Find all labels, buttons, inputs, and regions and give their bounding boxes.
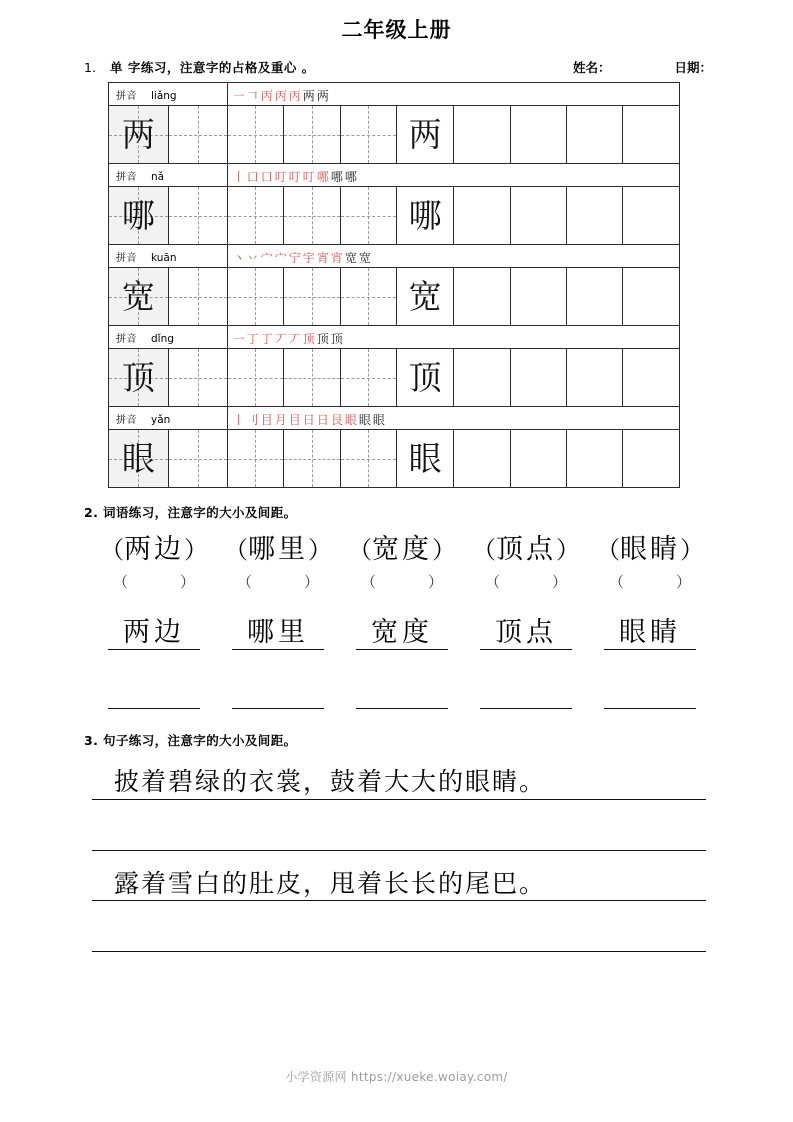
section3	[0, 709, 793, 952]
stroke-step: 眼	[372, 412, 387, 427]
pinyin-label: 拼音	[116, 252, 137, 264]
word-bracket-item	[588, 535, 712, 565]
pinyin-label: 拼音	[116, 333, 137, 345]
stroke-order-sequence	[233, 170, 359, 184]
stroke-step: 目	[288, 412, 303, 427]
empty-bracket-item[interactable]	[340, 571, 464, 592]
word-bracket-item	[92, 535, 216, 565]
stroke-order-cell	[227, 83, 679, 106]
practice-cell[interactable]	[510, 349, 566, 407]
word-write-blank-slot[interactable]	[588, 674, 712, 709]
practice-cell[interactable]	[396, 268, 453, 326]
open-paren: （	[596, 536, 620, 564]
word-text: 宽度	[371, 616, 433, 648]
pinyin-value: yǎn	[151, 413, 171, 426]
practice-cell[interactable]	[454, 349, 510, 407]
stroke-step: 丁	[246, 331, 261, 346]
stroke-step: 宽	[344, 250, 359, 265]
word-text: 宽度	[372, 534, 432, 565]
stroke-order-sequence	[233, 413, 387, 427]
stroke-step: 𠃍	[246, 88, 261, 103]
stroke-step: 顶	[302, 331, 317, 346]
stroke-step: 丙	[274, 88, 289, 103]
stroke-step: 顶	[316, 331, 331, 346]
stroke-step: 两	[302, 88, 317, 103]
practice-cell[interactable]	[396, 187, 453, 245]
sentence-underline	[92, 900, 706, 901]
open-paren: （	[100, 536, 124, 564]
sentence-text: 披着碧绿的衣裳，鼓着大大的眼睛。	[114, 767, 547, 797]
character-grid-row	[109, 268, 680, 326]
practice-cell[interactable]	[168, 187, 227, 245]
open-paren: （	[472, 536, 496, 564]
close-paren: ）	[556, 536, 580, 564]
model-character: 宽	[121, 277, 155, 316]
stroke-step: 艮	[330, 412, 345, 427]
model-character-cell	[109, 187, 169, 245]
write-underline	[108, 649, 200, 650]
character-grid-row	[109, 187, 680, 245]
write-underline	[604, 708, 696, 709]
word-bracket-item	[216, 535, 340, 565]
practice-cell[interactable]	[227, 430, 283, 488]
write-underline	[356, 649, 448, 650]
open-paren: （	[348, 536, 372, 564]
practice-cell[interactable]	[340, 187, 396, 245]
practice-cell[interactable]	[623, 349, 680, 407]
model-character: 眼	[121, 439, 155, 478]
practice-cell[interactable]	[168, 349, 227, 407]
practice-cell[interactable]	[284, 187, 340, 245]
practice-cell[interactable]	[567, 430, 623, 488]
word-bracket-item	[464, 535, 588, 565]
practice-cell[interactable]	[340, 430, 396, 488]
stroke-step: 两	[316, 88, 331, 103]
pinyin-value: dǐng	[151, 332, 174, 345]
stroke-step: 刂	[246, 412, 261, 427]
practice-cell[interactable]	[340, 268, 396, 326]
practice-cell[interactable]	[396, 106, 453, 164]
stroke-order-sequence	[233, 89, 331, 103]
stroke-step: 一	[232, 331, 247, 346]
word-text: 两边	[123, 616, 185, 648]
model-character-cell	[109, 430, 169, 488]
word-write-model-slot	[588, 616, 712, 651]
stroke-step: 丨	[232, 169, 247, 184]
stroke-step: 叮	[302, 169, 317, 184]
word-write-model-slot	[340, 616, 464, 651]
practice-cell[interactable]	[510, 268, 566, 326]
practice-cell[interactable]	[454, 268, 510, 326]
practice-cell[interactable]	[623, 187, 680, 245]
close-paren: ）	[304, 572, 320, 591]
pinyin-row	[109, 407, 680, 430]
open-paren: （	[112, 572, 128, 591]
sentence-model-block	[92, 765, 706, 800]
model-character: 哪	[121, 196, 155, 235]
word-text: 顶点	[496, 534, 556, 565]
practice-cell[interactable]	[454, 430, 510, 488]
pinyin-row	[109, 326, 680, 349]
stroke-step: 丙	[260, 88, 275, 103]
practice-cell[interactable]	[510, 430, 566, 488]
word-text: 哪里	[248, 534, 308, 565]
word-bracket-row-filled	[92, 535, 712, 565]
stroke-step: 宇	[302, 250, 317, 265]
word-writing-row-model	[92, 616, 712, 651]
practice-cell[interactable]	[168, 268, 227, 326]
practice-cell[interactable]	[623, 430, 680, 488]
sentence-model-block	[92, 867, 706, 902]
stroke-step: 口	[260, 169, 275, 184]
pinyin-row	[109, 83, 680, 106]
word-text: 顶点	[495, 616, 557, 648]
practice-cell[interactable]	[396, 349, 453, 407]
practice-cell[interactable]	[227, 106, 283, 164]
practice-cell[interactable]	[227, 187, 283, 245]
practice-cell[interactable]	[168, 430, 227, 488]
practice-table-body	[109, 83, 680, 488]
write-underline	[232, 708, 324, 709]
word-write-model-slot	[216, 616, 340, 651]
pinyin-cell	[109, 245, 228, 268]
practice-cell[interactable]	[284, 106, 340, 164]
empty-bracket-item[interactable]	[464, 571, 588, 592]
close-paren: ）	[184, 536, 208, 564]
name-field-label: 姓名：	[572, 60, 611, 75]
practice-cell[interactable]	[623, 106, 680, 164]
practice-cell[interactable]	[454, 187, 510, 245]
section2-heading: 2. 词语练习，注意字的大小及间距。	[84, 505, 297, 520]
word-text: 哪里	[247, 616, 309, 648]
date-field-label: 日期：	[674, 60, 712, 75]
section2	[0, 488, 793, 709]
close-paren: ）	[428, 572, 444, 591]
stroke-step: 一	[232, 88, 247, 103]
pinyin-cell	[109, 407, 228, 430]
character-grid-row	[109, 430, 680, 488]
stroke-step: 宁	[288, 250, 303, 265]
practice-cell[interactable]	[227, 268, 283, 326]
pinyin-value: liǎng	[151, 89, 177, 102]
word-text: 两边	[124, 534, 184, 565]
model-character: 顶	[121, 358, 155, 397]
stroke-step: 宽	[358, 250, 373, 265]
pinyin-label: 拼音	[116, 414, 137, 426]
word-writing-row-blank[interactable]	[92, 674, 712, 709]
stroke-step: 丶	[232, 250, 247, 265]
close-paren: ）	[552, 572, 568, 591]
stroke-step: 目	[260, 412, 275, 427]
practice-cell[interactable]	[623, 268, 680, 326]
practice-cell[interactable]	[567, 106, 623, 164]
word-text: 眼睛	[619, 616, 681, 648]
sentence-underline	[92, 799, 706, 800]
word-write-blank-slot[interactable]	[464, 674, 588, 709]
pinyin-value: kuān	[151, 251, 177, 264]
footer-watermark: 小学资源网 https://xueke.woiay.com/	[285, 1070, 508, 1084]
empty-bracket-item[interactable]	[92, 571, 216, 592]
open-paren: （	[224, 536, 248, 564]
word-write-blank-slot[interactable]	[340, 674, 464, 709]
section1-instruction: 单 字练习，注意字的占格及重心 。	[110, 60, 315, 75]
stroke-step: 顶	[330, 331, 345, 346]
stroke-step: 宵	[316, 250, 331, 265]
practice-cell[interactable]	[510, 106, 566, 164]
write-underline	[604, 649, 696, 650]
sentence-text: 露着雪白的肚皮，甩着长长的尾巴。	[114, 868, 547, 898]
empty-bracket-item[interactable]	[588, 571, 712, 592]
stroke-order-cell	[227, 164, 679, 187]
stroke-step: 叮	[274, 169, 289, 184]
close-paren: ）	[680, 536, 704, 564]
stroke-step: 眼	[344, 412, 359, 427]
sentence-underline	[92, 951, 706, 952]
sentence-blank-block[interactable]	[92, 816, 706, 851]
practice-cell[interactable]	[567, 187, 623, 245]
practice-cell[interactable]	[567, 349, 623, 407]
stroke-step: 丷	[246, 250, 261, 265]
stroke-step: 宀	[274, 250, 289, 265]
pinyin-row	[109, 164, 680, 187]
stroke-order-cell	[227, 245, 679, 268]
practice-cell[interactable]	[284, 349, 340, 407]
stroke-step: 哪	[330, 169, 345, 184]
sentence-blocks	[0, 765, 793, 952]
practice-cell[interactable]	[284, 268, 340, 326]
practice-cell[interactable]	[340, 106, 396, 164]
model-character: 眼	[408, 439, 442, 478]
pinyin-cell	[109, 83, 228, 106]
model-character-cell	[109, 106, 169, 164]
word-bracket-row-empty[interactable]	[92, 571, 712, 592]
write-underline	[480, 649, 572, 650]
pinyin-label: 拼音	[116, 90, 137, 102]
stroke-step: 日	[302, 412, 317, 427]
character-practice-table	[108, 82, 680, 488]
pinyin-row	[109, 245, 680, 268]
character-grid-row	[109, 349, 680, 407]
stroke-step: 口	[246, 169, 261, 184]
sentence-blank-block[interactable]	[92, 917, 706, 952]
practice-cell[interactable]	[168, 106, 227, 164]
open-paren: （	[484, 572, 500, 591]
stroke-order-cell	[227, 326, 679, 349]
open-paren: （	[360, 572, 376, 591]
word-write-blank-slot[interactable]	[92, 674, 216, 709]
pinyin-cell	[109, 326, 228, 349]
word-text: 眼睛	[620, 534, 680, 565]
pinyin-value: nǎ	[151, 170, 165, 183]
model-character: 顶	[408, 358, 442, 397]
stroke-order-sequence	[233, 251, 373, 265]
pinyin-cell	[109, 164, 228, 187]
model-character-cell	[109, 349, 169, 407]
pinyin-label: 拼音	[116, 171, 137, 183]
empty-bracket-item[interactable]	[216, 571, 340, 592]
close-paren: ）	[432, 536, 456, 564]
stroke-step: 叮	[288, 169, 303, 184]
model-character: 两	[408, 115, 442, 154]
practice-cell[interactable]	[340, 349, 396, 407]
write-underline	[356, 708, 448, 709]
practice-cell[interactable]	[284, 430, 340, 488]
write-underline	[232, 649, 324, 650]
section1-number: 1.	[84, 60, 96, 75]
stroke-step: 日	[316, 412, 331, 427]
practice-cell[interactable]	[396, 430, 453, 488]
close-paren: ）	[676, 572, 692, 591]
stroke-step: 丙	[288, 88, 303, 103]
close-paren: ）	[180, 572, 196, 591]
section3-heading: 3. 句子练习，注意字的大小及间距。	[84, 733, 297, 749]
word-write-model-slot	[464, 616, 588, 651]
stroke-step: 丆	[288, 331, 303, 346]
word-bracket-item	[340, 535, 464, 565]
word-write-blank-slot[interactable]	[216, 674, 340, 709]
stroke-step: 丆	[274, 331, 289, 346]
stroke-step: 月	[274, 412, 289, 427]
stroke-step: 宵	[330, 250, 345, 265]
character-grid-row	[109, 106, 680, 164]
stroke-step: 哪	[316, 169, 331, 184]
open-paren: （	[236, 572, 252, 591]
practice-cell[interactable]	[454, 106, 510, 164]
model-character-cell	[109, 268, 169, 326]
word-write-model-slot	[92, 616, 216, 651]
sentence-underline	[92, 850, 706, 851]
practice-cell[interactable]	[567, 268, 623, 326]
stroke-step: 丁	[260, 331, 275, 346]
write-underline	[108, 708, 200, 709]
stroke-step: 丨	[232, 412, 247, 427]
model-character: 两	[121, 115, 155, 154]
practice-cell[interactable]	[227, 349, 283, 407]
stroke-step: 哪	[344, 169, 359, 184]
stroke-step: 宀	[260, 250, 275, 265]
open-paren: （	[608, 572, 624, 591]
stroke-order-sequence	[233, 332, 345, 346]
practice-cell[interactable]	[510, 187, 566, 245]
page-title: 二年级上册	[341, 18, 452, 42]
model-character: 哪	[408, 196, 442, 235]
model-character: 宽	[408, 277, 442, 316]
close-paren: ）	[308, 536, 332, 564]
stroke-order-cell	[227, 407, 679, 430]
stroke-step: 眼	[358, 412, 373, 427]
section1-header	[84, 44, 724, 82]
write-underline	[480, 708, 572, 709]
